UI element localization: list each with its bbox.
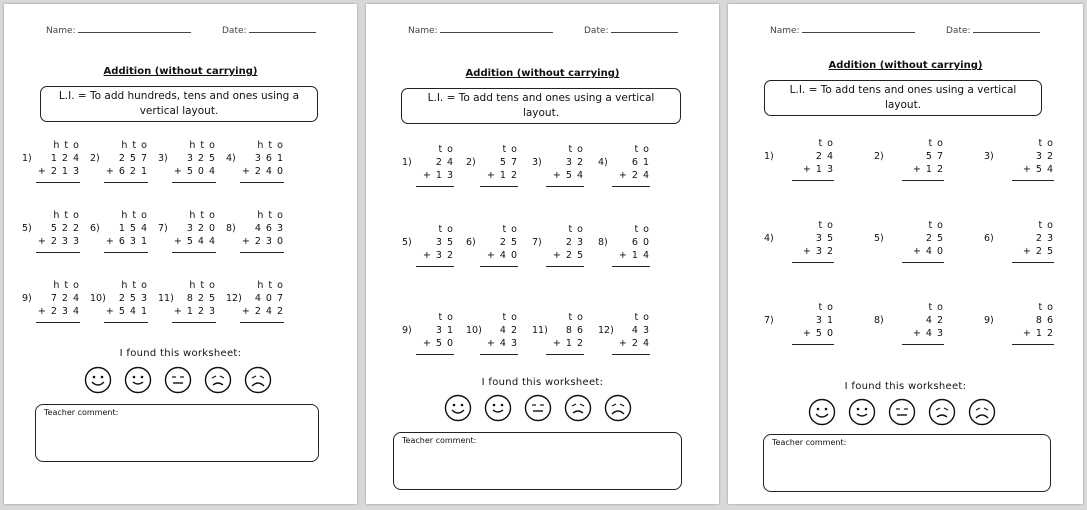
name-field[interactable] — [46, 25, 191, 36]
answer-line[interactable] — [1012, 262, 1054, 263]
bottom-addend: + 1 3 — [802, 164, 834, 175]
place-value-header: t o — [634, 224, 650, 235]
teacher-comment-box[interactable] — [35, 404, 319, 462]
top-addend: 5 7 — [499, 157, 518, 168]
place-value-header: h t o — [121, 280, 148, 291]
addition-problem — [158, 280, 216, 326]
very-happy-face-icon[interactable] — [444, 394, 472, 422]
addition-problem — [466, 312, 518, 358]
place-value-header: t o — [1038, 138, 1054, 149]
problem-number: 1) — [402, 157, 412, 168]
place-value-header: t o — [634, 312, 650, 323]
top-addend: 4 2 — [925, 315, 944, 326]
worksheet-title: Addition (without carrying) — [828, 60, 983, 71]
learning-intention-box: L.I. = To add hundreds, tens and ones using a vertical layout. — [40, 86, 318, 122]
place-value-header: t o — [818, 220, 834, 231]
bottom-addend: + 4 0 — [486, 250, 518, 261]
answer-line[interactable] — [1012, 180, 1054, 181]
feedback-label: I found this worksheet: — [481, 377, 604, 388]
bottom-addend: + 1 4 — [618, 250, 650, 261]
answer-line[interactable] — [172, 252, 216, 253]
top-addend: 3 2 0 — [186, 223, 216, 234]
place-value-header: h t o — [257, 280, 284, 291]
place-value-header: t o — [438, 224, 454, 235]
place-value-header: t o — [568, 144, 584, 155]
top-addend: 1 2 4 — [50, 153, 80, 164]
bottom-addend: + 5 0 — [422, 338, 454, 349]
addition-problem — [466, 224, 518, 270]
teacher-comment-label: Teacher comment: — [772, 438, 847, 447]
bottom-addend: + 5 4 — [552, 170, 584, 181]
problem-number: 5) — [402, 237, 412, 248]
very-happy-face-icon[interactable] — [84, 366, 112, 394]
teacher-comment-label: Teacher comment: — [44, 408, 119, 417]
addition-problem — [226, 140, 284, 186]
addition-problem — [764, 220, 834, 266]
place-value-header: t o — [634, 144, 650, 155]
place-value-header: h t o — [189, 140, 216, 151]
place-value-header: t o — [502, 224, 518, 235]
addition-problem — [226, 280, 284, 326]
neutral-face-icon[interactable] — [164, 366, 192, 394]
bottom-addend: + 5 0 — [802, 328, 834, 339]
problem-number: 2) — [466, 157, 476, 168]
addition-problem — [984, 302, 1054, 348]
teacher-comment-box[interactable] — [393, 432, 682, 490]
happy-face-icon[interactable] — [848, 398, 876, 426]
feedback-faces — [808, 398, 1008, 426]
place-value-header: t o — [818, 138, 834, 149]
bottom-addend: + 2 3 0 — [241, 236, 284, 247]
bottom-addend: + 3 2 — [422, 250, 454, 261]
addition-problem — [90, 210, 148, 256]
addition-problem — [984, 138, 1054, 184]
place-value-header: t o — [568, 224, 584, 235]
sad-face-icon[interactable] — [564, 394, 592, 422]
bottom-addend: + 1 2 — [552, 338, 584, 349]
answer-line[interactable] — [792, 180, 834, 181]
addition-problem — [22, 140, 80, 186]
place-value-header: h t o — [257, 140, 284, 151]
problem-number: 8) — [874, 315, 884, 326]
top-addend: 8 6 — [565, 325, 584, 336]
very-happy-face-icon[interactable] — [808, 398, 836, 426]
worksheet-title: Addition (without carrying) — [465, 68, 620, 79]
answer-line[interactable] — [240, 182, 284, 183]
problem-number: 6) — [984, 233, 994, 244]
answer-line[interactable] — [480, 186, 518, 187]
bottom-addend: + 1 2 — [912, 164, 944, 175]
name-label: Name: — [770, 26, 800, 36]
place-value-header: t o — [1038, 302, 1054, 313]
problem-number: 3) — [158, 153, 168, 164]
answer-line[interactable] — [172, 322, 216, 323]
answer-line[interactable] — [36, 252, 80, 253]
feedback-faces — [84, 366, 284, 394]
place-value-header: h t o — [53, 280, 80, 291]
very-sad-face-icon[interactable] — [244, 366, 272, 394]
top-addend: 2 5 3 — [118, 293, 148, 304]
learning-intention-box: L.I. = To add tens and ones using a vertical layout. — [401, 88, 681, 124]
top-addend: 4 2 — [499, 325, 518, 336]
top-addend: 3 1 — [815, 315, 834, 326]
problem-number: 6) — [466, 237, 476, 248]
problem-number: 2) — [90, 153, 100, 164]
bottom-addend: + 1 2 3 — [173, 306, 216, 317]
worksheet-page-hundreds — [4, 4, 357, 504]
addition-problem — [402, 224, 454, 270]
date-label: Date: — [222, 26, 247, 36]
answer-line[interactable] — [480, 266, 518, 267]
top-addend: 2 3 — [565, 237, 584, 248]
place-value-header: h t o — [189, 280, 216, 291]
place-value-header: t o — [438, 312, 454, 323]
date-label: Date: — [584, 26, 609, 36]
top-addend: 2 5 7 — [118, 153, 148, 164]
place-value-header: h t o — [121, 210, 148, 221]
bottom-addend: + 3 2 — [802, 246, 834, 257]
top-addend: 3 1 — [435, 325, 454, 336]
place-value-header: h t o — [53, 210, 80, 221]
addition-problem — [402, 312, 454, 358]
place-value-header: t o — [818, 302, 834, 313]
top-addend: 2 5 — [925, 233, 944, 244]
addition-problem — [874, 220, 944, 266]
problem-number: 4) — [764, 233, 774, 244]
teacher-comment-box[interactable] — [763, 434, 1051, 492]
very-sad-face-icon[interactable] — [968, 398, 996, 426]
addition-problem — [90, 280, 148, 326]
place-value-header: t o — [568, 312, 584, 323]
bottom-addend: + 1 3 — [422, 170, 454, 181]
bottom-addend: + 6 3 1 — [105, 236, 148, 247]
top-addend: 3 2 — [1035, 151, 1054, 162]
worksheet-page-tens-9 — [728, 4, 1083, 504]
answer-line[interactable] — [36, 182, 80, 183]
bottom-addend: + 2 1 3 — [37, 166, 80, 177]
addition-problem — [598, 312, 650, 358]
answer-line[interactable] — [902, 344, 944, 345]
worksheet-title: Addition (without carrying) — [103, 66, 258, 77]
problem-number: 9) — [984, 315, 994, 326]
sad-face-icon[interactable] — [204, 366, 232, 394]
learning-intention-box: L.I. = To add tens and ones using a vertical layout. — [764, 80, 1042, 116]
worksheet-page-tens-12 — [366, 4, 719, 504]
bottom-addend: + 2 4 — [618, 170, 650, 181]
addition-problem — [598, 224, 650, 270]
problem-number: 7) — [158, 223, 168, 234]
problem-number: 10) — [466, 325, 482, 336]
top-addend: 2 4 — [815, 151, 834, 162]
addition-problem — [764, 302, 834, 348]
problem-number: 9) — [402, 325, 412, 336]
bottom-addend: + 2 3 3 — [37, 236, 80, 247]
problem-number: 10) — [90, 293, 106, 304]
feedback-faces — [444, 394, 644, 422]
place-value-header: t o — [928, 302, 944, 313]
feedback-label: I found this worksheet: — [844, 381, 967, 392]
addition-problem — [764, 138, 834, 184]
bottom-addend: + 2 5 — [1022, 246, 1054, 257]
bottom-addend: + 2 4 2 — [241, 306, 284, 317]
bottom-addend: + 2 4 — [618, 338, 650, 349]
bottom-addend: + 1 2 — [486, 170, 518, 181]
answer-line[interactable] — [792, 344, 834, 345]
problem-number: 11) — [158, 293, 174, 304]
answer-line[interactable] — [902, 262, 944, 263]
bottom-addend: + 5 4 — [1022, 164, 1054, 175]
problem-number: 1) — [22, 153, 32, 164]
problem-number: 12) — [226, 293, 242, 304]
problem-number: 4) — [598, 157, 608, 168]
place-value-header: t o — [928, 138, 944, 149]
teacher-comment-label: Teacher comment: — [402, 436, 477, 445]
place-value-header: t o — [1038, 220, 1054, 231]
problem-number: 7) — [532, 237, 542, 248]
problem-number: 3) — [984, 151, 994, 162]
addition-problem — [402, 144, 454, 190]
addition-problem — [532, 312, 584, 358]
top-addend: 5 7 — [925, 151, 944, 162]
addition-problem — [598, 144, 650, 190]
answer-line[interactable] — [104, 252, 148, 253]
problem-number: 5) — [874, 233, 884, 244]
answer-line[interactable] — [546, 186, 584, 187]
date-field[interactable] — [584, 25, 678, 36]
happy-face-icon[interactable] — [124, 366, 152, 394]
top-addend: 6 0 — [631, 237, 650, 248]
problem-number: 9) — [22, 293, 32, 304]
answer-line[interactable] — [612, 186, 650, 187]
neutral-face-icon[interactable] — [888, 398, 916, 426]
top-addend: 8 2 5 — [186, 293, 216, 304]
addition-problem — [466, 144, 518, 190]
top-addend: 2 3 — [1035, 233, 1054, 244]
problem-number: 2) — [874, 151, 884, 162]
bottom-addend: + 5 0 4 — [173, 166, 216, 177]
feedback-label: I found this worksheet: — [119, 348, 242, 359]
top-addend: 2 4 — [435, 157, 454, 168]
answer-line[interactable] — [612, 354, 650, 355]
top-addend: 1 5 4 — [118, 223, 148, 234]
addition-problem — [226, 210, 284, 256]
problem-number: 3) — [532, 157, 542, 168]
addition-problem — [874, 138, 944, 184]
answer-line[interactable] — [792, 262, 834, 263]
name-label: Name: — [46, 26, 76, 36]
top-addend: 8 6 — [1035, 315, 1054, 326]
problem-number: 4) — [226, 153, 236, 164]
top-addend: 3 5 — [435, 237, 454, 248]
answer-line[interactable] — [104, 182, 148, 183]
top-addend: 4 6 3 — [254, 223, 284, 234]
top-addend: 7 2 4 — [50, 293, 80, 304]
addition-problem — [532, 144, 584, 190]
name-field[interactable] — [770, 25, 915, 36]
answer-line[interactable] — [546, 354, 584, 355]
problem-number: 8) — [598, 237, 608, 248]
problem-number: 8) — [226, 223, 236, 234]
addition-problem — [22, 210, 80, 256]
answer-line[interactable] — [416, 354, 454, 355]
place-value-header: h t o — [257, 210, 284, 221]
answer-line[interactable] — [240, 252, 284, 253]
name-label: Name: — [408, 26, 438, 36]
addition-problem — [158, 140, 216, 186]
top-addend: 5 2 2 — [50, 223, 80, 234]
addition-problem — [22, 280, 80, 326]
addition-problem — [90, 140, 148, 186]
bottom-addend: + 4 0 — [912, 246, 944, 257]
bottom-addend: + 5 4 4 — [173, 236, 216, 247]
answer-line[interactable] — [1012, 344, 1054, 345]
bottom-addend: + 5 4 1 — [105, 306, 148, 317]
problem-number: 11) — [532, 325, 548, 336]
answer-line[interactable] — [612, 266, 650, 267]
addition-problem — [874, 302, 944, 348]
addition-problem — [532, 224, 584, 270]
place-value-header: t o — [438, 144, 454, 155]
place-value-header: h t o — [121, 140, 148, 151]
addition-problem — [984, 220, 1054, 266]
bottom-addend: + 2 4 0 — [241, 166, 284, 177]
bottom-addend: + 6 2 1 — [105, 166, 148, 177]
answer-line[interactable] — [36, 322, 80, 323]
problem-number: 1) — [764, 151, 774, 162]
place-value-header: t o — [502, 144, 518, 155]
bottom-addend: + 2 3 4 — [37, 306, 80, 317]
answer-line[interactable] — [546, 266, 584, 267]
happy-face-icon[interactable] — [484, 394, 512, 422]
problem-number: 7) — [764, 315, 774, 326]
bottom-addend: + 4 3 — [486, 338, 518, 349]
neutral-face-icon[interactable] — [524, 394, 552, 422]
top-addend: 2 5 — [499, 237, 518, 248]
date-label: Date: — [946, 26, 971, 36]
top-addend: 3 6 1 — [254, 153, 284, 164]
answer-line[interactable] — [104, 322, 148, 323]
answer-line[interactable] — [902, 180, 944, 181]
place-value-header: h t o — [189, 210, 216, 221]
top-addend: 4 0 7 — [254, 293, 284, 304]
problem-number: 12) — [598, 325, 614, 336]
name-field[interactable] — [408, 25, 553, 36]
bottom-addend: + 2 5 — [552, 250, 584, 261]
place-value-header: t o — [502, 312, 518, 323]
top-addend: 3 5 — [815, 233, 834, 244]
problem-number: 6) — [90, 223, 100, 234]
place-value-header: h t o — [53, 140, 80, 151]
top-addend: 3 2 — [565, 157, 584, 168]
very-sad-face-icon[interactable] — [604, 394, 632, 422]
top-addend: 4 3 — [631, 325, 650, 336]
bottom-addend: + 4 3 — [912, 328, 944, 339]
answer-line[interactable] — [240, 322, 284, 323]
answer-line[interactable] — [172, 182, 216, 183]
answer-line[interactable] — [416, 186, 454, 187]
place-value-header: t o — [928, 220, 944, 231]
top-addend: 6 1 — [631, 157, 650, 168]
top-addend: 3 2 5 — [186, 153, 216, 164]
date-field[interactable] — [946, 25, 1040, 36]
problem-number: 5) — [22, 223, 32, 234]
answer-line[interactable] — [480, 354, 518, 355]
addition-problem — [158, 210, 216, 256]
sad-face-icon[interactable] — [928, 398, 956, 426]
answer-line[interactable] — [416, 266, 454, 267]
date-field[interactable] — [222, 25, 316, 36]
bottom-addend: + 1 2 — [1022, 328, 1054, 339]
